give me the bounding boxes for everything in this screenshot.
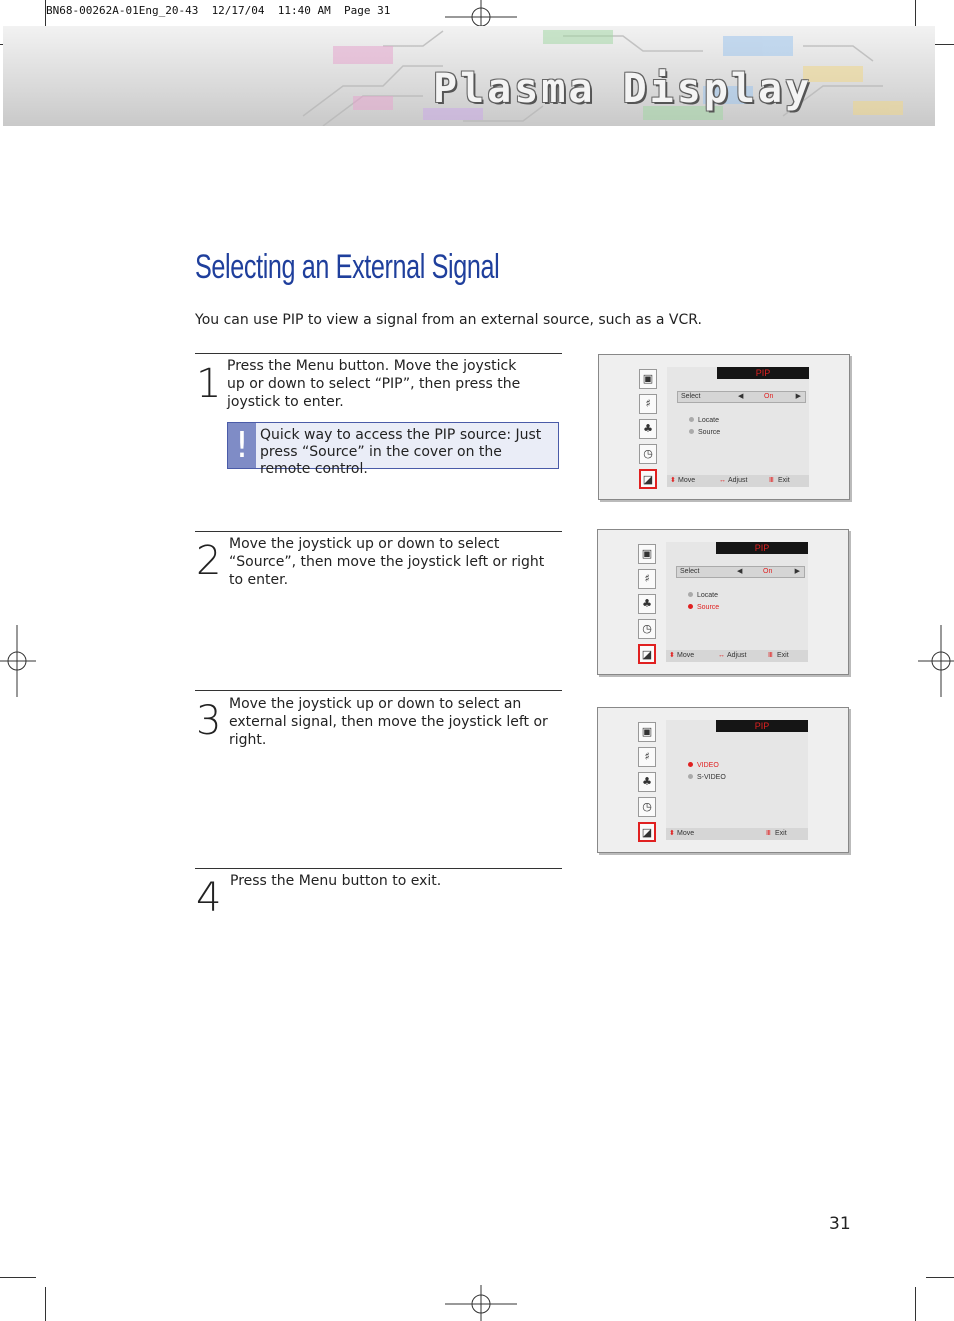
bullet-icon bbox=[688, 762, 693, 767]
select-value: On bbox=[763, 568, 773, 575]
bullet-icon bbox=[688, 592, 693, 597]
registration-mark-right bbox=[918, 625, 954, 697]
page-number: 31 bbox=[829, 1214, 851, 1234]
item-label: S-VIDEO bbox=[697, 774, 726, 781]
osd-header: PIP bbox=[716, 542, 808, 554]
osd-item-video bbox=[688, 761, 719, 771]
crop-mark bbox=[0, 1277, 36, 1278]
osd-header: PIP bbox=[717, 367, 809, 379]
arrow-left-icon: ◀ bbox=[738, 393, 744, 400]
step-number: 4 bbox=[196, 875, 222, 921]
registration-mark-bottom bbox=[445, 1285, 517, 1321]
footer-exit: Exit bbox=[775, 830, 787, 837]
footer-move: Move bbox=[677, 652, 695, 659]
osd-panel bbox=[666, 720, 808, 840]
footer-adjust: Adjust bbox=[727, 652, 747, 659]
osd-footer bbox=[666, 828, 808, 840]
step-divider bbox=[195, 531, 562, 532]
osd-item-svideo bbox=[688, 773, 726, 783]
step-number: 1 bbox=[196, 361, 222, 407]
arrow-right-icon: ▶ bbox=[795, 393, 801, 400]
crop-mark bbox=[926, 1277, 954, 1278]
channel-icon: ♣ bbox=[638, 594, 656, 614]
bullet-icon bbox=[689, 429, 694, 434]
exclamation-icon: ! bbox=[228, 423, 256, 468]
osd-icon-column bbox=[638, 544, 658, 669]
header-banner bbox=[3, 26, 935, 126]
step-text: Move the joystick up or down to select an external signal, then move the joystick left or right. bbox=[229, 696, 548, 748]
osd-panel bbox=[666, 542, 808, 662]
page-title: Selecting an External Signal bbox=[195, 248, 500, 286]
step-number: 2 bbox=[196, 538, 222, 584]
channel-icon: ♣ bbox=[639, 419, 657, 439]
item-label: VIDEO bbox=[697, 762, 719, 769]
registration-mark-left bbox=[0, 625, 36, 697]
osd-icon-column bbox=[639, 369, 659, 494]
step-divider bbox=[195, 690, 562, 691]
intro-text: You can use PIP to view a signal from an external source, such as a VCR. bbox=[195, 312, 702, 328]
osd-header: PIP bbox=[716, 720, 808, 732]
pip-icon: ◪ bbox=[638, 644, 656, 664]
picture-icon: ▣ bbox=[638, 722, 656, 742]
arrow-left-icon: ◀ bbox=[737, 568, 743, 575]
sound-icon: ♯ bbox=[639, 394, 657, 414]
osd-select-row bbox=[676, 566, 805, 578]
select-control bbox=[736, 392, 804, 402]
osd-menu-pip-signal bbox=[597, 707, 849, 853]
clock-icon: ◷ bbox=[638, 619, 656, 639]
item-label: Locate bbox=[698, 417, 720, 424]
osd-item-locate bbox=[688, 591, 718, 601]
menu-exit-icon: Ⅲ bbox=[766, 830, 771, 837]
osd-menu-pip bbox=[598, 354, 850, 500]
item-label: Source bbox=[697, 604, 720, 611]
item-label: Locate bbox=[697, 592, 719, 599]
clock-icon: ◷ bbox=[639, 444, 657, 464]
crop-mark bbox=[45, 1287, 46, 1321]
osd-footer bbox=[667, 475, 809, 487]
updown-arrow-icon: ⬍ bbox=[669, 652, 675, 659]
menu-exit-icon: Ⅲ bbox=[769, 477, 774, 484]
sound-icon: ♯ bbox=[638, 569, 656, 589]
select-value: On bbox=[764, 393, 774, 400]
footer-move: Move bbox=[677, 830, 695, 837]
channel-icon: ♣ bbox=[638, 772, 656, 792]
step-text: Press the Menu button. Move the joystick up or down to select “PIP”, then press the joystick to enter. bbox=[227, 358, 521, 410]
step-divider bbox=[195, 353, 562, 354]
step-text: Move the joystick up or down to select “Source”, then move the joystick left or right to enter. bbox=[229, 536, 545, 588]
bullet-icon bbox=[688, 774, 693, 779]
sound-icon: ♯ bbox=[638, 747, 656, 767]
picture-icon: ▣ bbox=[638, 544, 656, 564]
osd-item-source bbox=[688, 603, 719, 613]
footer-adjust: Adjust bbox=[728, 477, 748, 484]
footer-move: Move bbox=[678, 477, 696, 484]
select-control bbox=[735, 567, 803, 577]
select-label: Select bbox=[681, 393, 701, 400]
pip-icon: ◪ bbox=[638, 822, 656, 842]
picture-icon: ▣ bbox=[639, 369, 657, 389]
clock-icon: ◷ bbox=[638, 797, 656, 817]
print-slug: BN68-00262A-01Eng_20-43 12/17/04 11:40 AM Page 31 bbox=[46, 4, 391, 17]
bullet-icon bbox=[689, 417, 694, 422]
arrow-right-icon: ▶ bbox=[794, 568, 800, 575]
osd-menu-pip-source bbox=[597, 529, 849, 675]
bullet-icon bbox=[688, 604, 693, 609]
updown-arrow-icon: ⬍ bbox=[669, 830, 675, 837]
crop-mark bbox=[915, 1287, 916, 1321]
leftright-arrow-icon: ↔ bbox=[718, 652, 725, 659]
item-label: Source bbox=[698, 429, 721, 436]
updown-arrow-icon: ⬍ bbox=[670, 477, 676, 484]
tip-note bbox=[227, 422, 559, 477]
banner-title: Plasma Display bbox=[433, 66, 813, 112]
osd-footer bbox=[666, 650, 808, 662]
step-divider bbox=[195, 868, 562, 869]
osd-icon-column bbox=[638, 722, 658, 847]
menu-exit-icon: Ⅲ bbox=[768, 652, 773, 659]
footer-exit: Exit bbox=[777, 652, 789, 659]
pip-icon: ◪ bbox=[639, 469, 657, 489]
tip-text: Quick way to access the PIP source: Just press “Source” in the cover on the remote control. bbox=[260, 427, 542, 477]
leftright-arrow-icon: ↔ bbox=[719, 477, 726, 484]
osd-item-locate bbox=[689, 416, 719, 426]
osd-panel bbox=[667, 367, 809, 487]
select-label: Select bbox=[680, 568, 700, 575]
footer-exit: Exit bbox=[778, 477, 790, 484]
step-text: Press the Menu button to exit. bbox=[230, 873, 442, 889]
step-number: 3 bbox=[196, 698, 222, 744]
osd-item-source bbox=[689, 428, 720, 438]
osd-select-row bbox=[677, 391, 806, 403]
